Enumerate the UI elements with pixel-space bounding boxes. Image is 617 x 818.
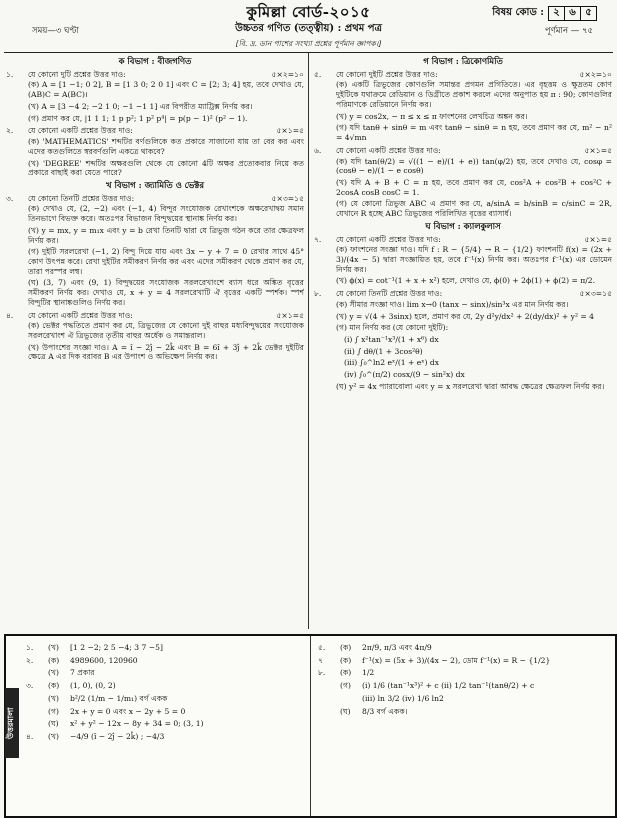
question-part: (খ) A = [3 −4 2; −2 1 0; −1 −1 1] এর বিপরীত ম্যাট্রিক্স নির্ণয় কর। <box>28 101 253 111</box>
answer-number: ২. <box>26 655 34 665</box>
answer-row <box>318 656 608 666</box>
answer-value: 2π/9, π/3 এবং 4π/9 <box>362 643 432 652</box>
question-part: (গ) মান নির্ণয় কর (যে কোনো দুইটি): <box>336 323 449 333</box>
section-heading: গ বিভাগ : ত্রিকোণমিতি <box>423 56 503 66</box>
answer-number <box>318 694 340 704</box>
integral-item: (ii) ∫ dθ/(1 + 3cos²θ) <box>344 346 423 356</box>
answer-label: (গ) <box>340 681 351 691</box>
question <box>314 235 612 245</box>
answer-column-left <box>26 640 306 745</box>
answer-number <box>26 694 48 704</box>
answer-value: (1, 0), (0, 2) <box>70 681 116 691</box>
answer-number <box>318 707 340 717</box>
question-part: (খ) যদি A + B + C = π হয়, তবে প্রমাণ কর যে, cos²A + cos²B + cos²C + 2cosA cosB cosC = 1. <box>336 177 612 197</box>
answer-number <box>26 707 48 717</box>
question-marks: ৫×১=৫ <box>584 145 612 155</box>
time-label: সময়—৩ ঘণ্টা <box>32 26 79 36</box>
question-part: (ঘ) (3, 7) এবং (9, 1) বিন্দুদ্বয়ের সংযোজক সরলরেখাংশে ব্যাস ধরে অঙ্কিত বৃত্তের সমীকরণ নির্ণয় কর। দেখাও যে, x + y = 4 সরলরেখাটি ঐ বৃত্তের একটি স্পর্শক। স্পর্শ বিন্দুটির স্থানাঙ্কগুলিও নির্ণয় কর। <box>28 278 304 307</box>
marks-note: [বি. দ্র. ডান পাশের সংখ্যা প্রশ্নের পূর্ণমান জ্ঞাপক।] <box>235 39 382 48</box>
answer-label: (ক) <box>340 643 352 652</box>
question-instruction: যে কোনো একটি প্রশ্নের উত্তর দাও: <box>336 145 441 155</box>
answer-row <box>26 681 306 691</box>
answer-divider <box>310 636 311 816</box>
question-part: (ক) ভেক্টর পদ্ধতিতে প্রমাণ কর যে, ত্রিভুজের যে কোনো দুই বাহুর মধ্যবিন্দুদ্বয়ের সংযোজক সরলরেখাংশ ঐ ত্রিভুজের তৃতীয় বাহুর অর্ধেক ও সমান্তরাল। <box>28 321 304 341</box>
answer-label: (ঘ) <box>340 706 351 716</box>
question-part: (খ) y = cos2x, − π ≤ x ≤ π ফাংশনের লেখচিত্র অঙ্কন কর। <box>336 111 528 121</box>
answer-number: ৪. <box>26 732 34 742</box>
question-marks: ৫×২=১০ <box>271 69 304 79</box>
answer-value: 4989600, 120960 <box>70 655 138 665</box>
question <box>6 126 304 136</box>
right-column <box>314 54 612 630</box>
question-instruction: যে কোনো একটি প্রশ্নের উত্তর দাও: <box>28 310 133 320</box>
column-divider <box>308 53 309 629</box>
question-part: (ক) ফাংশনের সংজ্ঞা দাও। যদি f : R − {5/4} → R − {1/2} ফাংশনটি f(x) = (2x + 3)/(4x − 5) দ্বারা সংজ্ঞায়িত হয়, তবে f⁻¹(x) নির্ণয় কর। অতঃপর f⁻¹(x) এর ডোমেন নির্ণয় কর। <box>336 245 612 274</box>
question-number: ৫. <box>314 69 322 79</box>
question-number: ১. <box>6 69 14 79</box>
answer-value: 2x + y = 0 এবং x − 2y + 5 = 0 <box>70 706 186 716</box>
question <box>6 70 304 80</box>
answer-number: ১. <box>26 643 34 652</box>
section-heading: খ বিভাগ : জ্যামিতি ও ভেক্টর <box>106 179 204 190</box>
question-marks: ৫×১=৫ <box>276 126 304 136</box>
question-marks: ৫×১=৫ <box>584 234 612 244</box>
board-title: কুমিল্লা বোর্ড-২০১৫ <box>246 3 371 21</box>
subject-code-box <box>548 6 597 21</box>
answer-value: b²/2 (1/m − 1/m₁) বর্গ একক <box>70 693 168 703</box>
question <box>314 146 612 156</box>
answer-label: (ক) <box>340 668 352 678</box>
question-part: (ক) একটি ত্রিভুজের কোণগুলি সমান্তর প্রগমন প্রগিতিতে। এর বৃহত্তম ও ক্ষুদ্রতম কোণ দুইটিকে যথাক্রমে রেডিয়ান ও ডিগ্রীতে প্রকাশ করলে এদের অনুপাত হয় π : 90; কোণগুলির পরিমাণকে রেডিয়ানে নির্ণয় কর। <box>336 80 612 109</box>
answer-label: (খ) <box>48 668 59 678</box>
question-part: (গ) যে কোনো ত্রিভুজ ABC এ প্রমাণ কর যে, a/sinA = b/sinB = c/sinC = 2R, যেখানে R হচ্ছে ABC ত্রিভুজের পরিলিখিত বৃত্তের ব্যাসার্ধ। <box>336 199 612 219</box>
answer-row <box>26 694 306 704</box>
answer-label: (ঘ) <box>48 719 59 729</box>
answer-row <box>26 707 306 717</box>
question <box>6 194 304 204</box>
answer-row <box>26 719 306 729</box>
question-number: ৬. <box>314 145 322 155</box>
question-part: (গ) প্রমাণ কর যে, |1 1 1; 1 p p²; 1 p² p⁴| = p(p − 1)² (p² − 1). <box>28 113 248 123</box>
answer-number <box>26 668 48 678</box>
answer-number <box>26 719 48 729</box>
question-marks: ৫×৩=১৫ <box>271 193 304 203</box>
question-part: (ক) সীমার সংজ্ঞা দাও। lim x→0 (tanx − sinx)/sin³x এর মান নির্ণয় কর। <box>336 299 569 309</box>
answer-value: 7 প্রকার <box>70 668 95 678</box>
answer-row <box>26 668 306 678</box>
answer-row <box>318 707 608 717</box>
answer-number: ৭ <box>318 655 323 665</box>
code-digit: ৫ <box>580 7 596 20</box>
question <box>6 311 304 321</box>
integral-item: (i) ∫ x²tan⁻¹x³/(1 + x⁶) dx <box>344 335 439 345</box>
question-part: (ক) 'MATHEMATICS' শব্দটির বর্ণগুলিকে কত প্রকারে সাজানো যায় তা বের কর এবং এদের কতগুলিতে স্বরবর্ণগুলি একত্রে থাকবে? <box>28 137 304 156</box>
question-number: ৪. <box>6 310 14 320</box>
answer-value: (i) 1/6 (tan⁻¹x³)² + c (ii) 1/2 tan⁻¹(tanθ/2) + c <box>362 681 535 691</box>
question-part: (খ) 'DEGREE' শব্দটির অক্ষরগুলি থেকে যে কোনো 4টি অক্ষর প্রত্যেকবার নিয়ে কত প্রকারে বাছাই করা যেতে পারে? <box>28 158 304 178</box>
answer-value: 1/2 <box>362 668 375 678</box>
answer-row <box>318 643 608 653</box>
answer-number: ৫. <box>318 643 326 652</box>
paper-subtitle: উচ্চতর গণিত (তত্ত্বীয়) : প্রথম পত্র <box>235 23 382 34</box>
answer-row <box>318 668 608 678</box>
question-part: (খ) y = mx, y = m₁x এবং y = b রেখা তিনটি দ্বারা যে ত্রিভুজ গঠন করে তার ক্ষেত্রফল নির্ণয় কর। <box>28 225 304 245</box>
subject-code-label: বিষয় কোড : <box>492 7 544 18</box>
integral-item: (iii) ∫₀^ln2 eˣ/(1 + eˣ) dx <box>344 358 440 368</box>
answer-key <box>4 634 617 818</box>
code-digit: ৬ <box>564 7 580 20</box>
answer-row <box>26 656 306 666</box>
question-instruction: যে কোনো তিনটি প্রশ্নের উত্তর দাও: <box>28 193 135 203</box>
answer-label: (ক) <box>48 655 60 665</box>
answer-value: 8/3 বর্গ একক। <box>362 706 408 716</box>
question-part: (খ) ϕ(x) = cot⁻¹(1 + x + x²) হলে, দেখাও যে, ϕ(0) + 2ϕ(1) + ϕ(2) = π/2. <box>336 276 596 286</box>
question-part: (খ) উপাংশের সংজ্ঞা দাও। A = î − 2ĵ − 2k̂ এবং B = 6î + 3ĵ + 2k̂ ভেক্টর দুইটির ক্ষেত্রে A এর দিক বরাবর B এর উপাংশ ও অভিক্ষেপ নির্ণয় কর। <box>28 342 304 362</box>
question-marks: ৫×৩=১৫ <box>579 289 612 299</box>
integral-item: (iv) ∫₀^(π/2) cosx/(9 − sin²x) dx <box>344 370 465 380</box>
question-part: (ঘ) y² = 4x প্যারাবোলা এবং y = x সরলরেখা দ্বারা আবদ্ধ ক্ষেত্রের ক্ষেত্রফল নির্ণয় কর। <box>336 381 605 391</box>
question <box>314 289 612 299</box>
question-number: ৭. <box>314 234 322 244</box>
question-part: (গ) যদি tanθ + sinθ = m এবং tanθ − sinθ = n হয়, তবে প্রমাণ কর যে, m² − n² = 4√mn <box>336 123 612 143</box>
answer-number <box>318 681 340 691</box>
question-part: (গ) দুইটি সরলরেখা (−1, 2) বিন্দু দিয়ে যায় এবং 3x − y + 7 = 0 রেখার সাথে 45° কোণ উৎপন্ন করে। রেখা দুইটির সমীকরণ নির্ণয় কর এবং এদের সমীকরণ থেকে প্রমাণ কর যে, তারা পরস্পর লম্ব। <box>28 247 304 276</box>
answer-label: (খ) <box>48 643 59 652</box>
question-number: ৩. <box>6 193 14 203</box>
answer-number: ৩. <box>26 681 34 691</box>
question-marks: ৫×২=১০ <box>579 69 612 79</box>
question-instruction: যে কোনো একটি প্রশ্নের উত্তর দাও: <box>336 234 441 244</box>
answer-value: f⁻¹(x) = (5x + 3)/(4x − 2), ডোম f⁻¹(x) = R − {1/2} <box>362 655 551 665</box>
answer-column-right <box>318 640 608 719</box>
section-heading: ক বিভাগ : বীজগণিত <box>118 56 192 66</box>
answer-label: (ক) <box>48 681 60 691</box>
question-instruction: যে কোনো দুটি প্রশ্নের উত্তর দাও: <box>28 69 126 79</box>
full-marks: পূর্ণমান — ৭৫ <box>544 26 593 36</box>
question-part: (ক) যদি tan(θ/2) = √((1 − e)/(1 + e)) tan(φ/2) হয়, তবে দেখাও যে, cosφ = (cosθ − e)/(1 − e cosθ) <box>336 156 612 176</box>
code-digit: ২ <box>553 7 560 18</box>
answer-row <box>26 732 306 742</box>
question-part: (খ) y = √(4 + 3sinx) হলে, প্রমাণ কর যে, 2y d²y/dx² + 2(dy/dx)² + y² = 4 <box>336 311 595 321</box>
answer-number: ৮. <box>318 668 326 678</box>
answer-value: −4/9 (î − 2ĵ − 2k̂) ; −4/3 <box>70 732 165 742</box>
question <box>314 70 612 80</box>
question-number: ৮. <box>314 289 322 299</box>
question-number: ২. <box>6 126 14 136</box>
answer-label: (ক) <box>340 655 352 665</box>
answer-label: (গ) <box>48 706 59 716</box>
question-part: (ক) দেখাও যে, (2, −2) এবং (−1, 4) বিন্দুর সংযোজক রেখাংশকে অক্ষরেখাদ্বয় সমান তিনভাগে বিভক্ত করে। অতঃপর বিভাজন বিন্দুদ্বয়ের স্থানাঙ্ক নির্ণয় কর। <box>28 204 304 224</box>
answer-key-tag: উত্তরমালা <box>5 688 19 758</box>
section-heading: ঘ বিভাগ : ক্যালকুলাস <box>425 220 501 231</box>
answer-value: [1 2 −2; 2 5 −4; 3 7 −5] <box>70 643 163 652</box>
question-instruction: যে কোনো তিনটি প্রশ্নের উত্তর দাও: <box>336 289 443 299</box>
answer-row <box>26 643 306 653</box>
left-column <box>6 54 304 630</box>
answer-value: (iii) ln 3/2 (iv) 1/6 ln2 <box>362 693 444 703</box>
subject-code <box>492 6 597 21</box>
answer-label: (খ) <box>48 693 59 703</box>
question-part: (ক) A = [1 −1; 0 2], B = [1 3 0; 2 0 1] এবং C = [2; 3; 4] হয়, তবে দেখাও যে, (AB)C = A(BC)। <box>28 80 304 100</box>
answer-label <box>340 694 362 704</box>
answer-value: x² + y² − 12x − 8y + 34 = 0; (3, 1) <box>70 719 204 729</box>
answer-row <box>318 681 608 691</box>
answer-label: (খ) <box>48 732 59 742</box>
question-instruction: যে কোনো একটি প্রশ্নের উত্তর দাও: <box>28 126 133 136</box>
question-instruction: যে কোনো দুইটি প্রশ্নের উত্তর দাও: <box>336 69 438 79</box>
answer-row <box>318 694 608 704</box>
question-marks: ৫×১=৫ <box>276 310 304 320</box>
